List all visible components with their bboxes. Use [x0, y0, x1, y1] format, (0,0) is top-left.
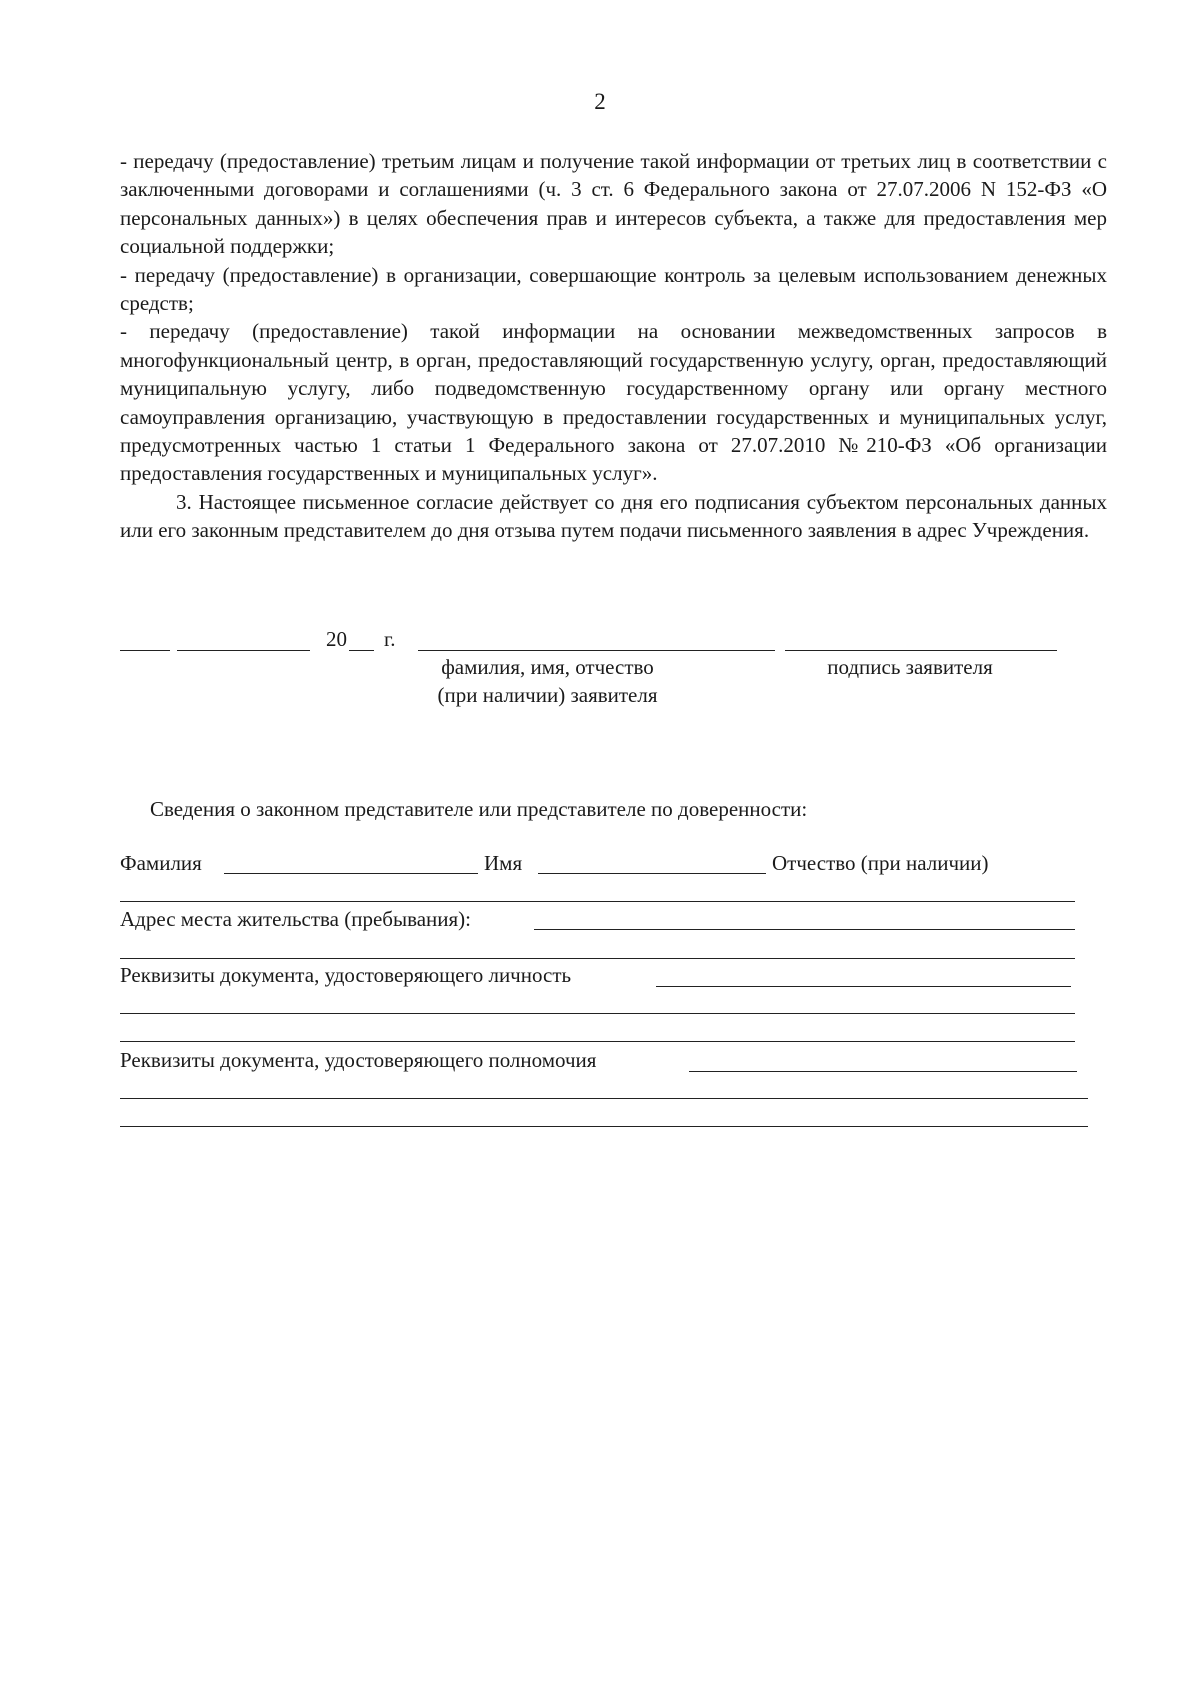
- date-year-blank[interactable]: [349, 650, 374, 651]
- year-prefix: 20: [326, 627, 347, 651]
- paragraph-third-parties: - передачу (предоставление) третьим лицам и получение такой информации от третьих лиц в соответствии с заключенными договорами и соглашениями (ч. 3 ст. 6 Федерального закона от 27.07.2006 N 152-ФЗ «О персональных данных») в целях обеспечения прав и интересов субъекта, а также для предоставления мер социальной поддержки;: [120, 149, 1107, 259]
- address-continuation-line[interactable]: [120, 958, 1075, 959]
- address-label: Адрес места жительства (пребывания):: [120, 907, 472, 931]
- paragraph-consent-validity: 3. Настоящее письменное согласие действует со дня его подписания субъектом персональных данных или его законным представителем до дня отзыва путем подачи письменного заявления в адрес Учреждения.: [120, 489, 1107, 543]
- name-field[interactable]: [538, 873, 766, 874]
- patronymic-continuation-line[interactable]: [120, 901, 1075, 902]
- paragraph-interagency-requests: - передачу (предоставление) такой информации на основании межведомственных запросов в многофункциональный центр, в орган, предоставляющий государственную услугу, орган, предоставляющий муниципальную услугу, либо подведомственную государственному органу или органу местного самоуправления организацию, участвующую в предоставлении государственных и муниципальных услуг, предусмотренных частью 1 статьи 1 Федерального закона от 27.07.2010 №210-ФЗ «Об организации предоставления государственных и муниципальных услуг».: [120, 319, 1107, 486]
- patronymic-label: Отчество (при наличии): [772, 851, 989, 875]
- identity-doc-label: Реквизиты документа, удостоверяющего личность: [120, 963, 572, 987]
- identity-doc-field[interactable]: [656, 986, 1071, 987]
- date-day-blank[interactable]: [120, 650, 170, 651]
- fio-caption-line1: фамилия, имя, отчество: [441, 655, 654, 679]
- surname-field[interactable]: [224, 873, 478, 874]
- fio-caption-line2: (при наличии) заявителя: [437, 683, 658, 707]
- authority-doc-line-3[interactable]: [120, 1126, 1088, 1127]
- representative-heading: Сведения о законном представителе или представителе по доверенности:: [150, 797, 808, 821]
- signature-caption: подпись заявителя: [827, 655, 993, 679]
- surname-label: Фамилия: [120, 851, 202, 875]
- paragraph-control-organizations: - передачу (предоставление) в организации, совершающие контроль за целевым использованием денежных средств;: [120, 262, 1107, 316]
- consent-body: [120, 147, 1107, 545]
- applicant-fio-blank[interactable]: [418, 650, 775, 651]
- year-suffix: г.: [384, 627, 396, 651]
- authority-doc-line-2[interactable]: [120, 1098, 1088, 1099]
- name-label: Имя: [484, 851, 523, 875]
- address-field[interactable]: [534, 929, 1075, 930]
- applicant-signature-blank[interactable]: [785, 650, 1057, 651]
- authority-doc-label: Реквизиты документа, удостоверяющего полномочия: [120, 1048, 597, 1072]
- page-number: 2: [594, 89, 606, 114]
- authority-doc-field[interactable]: [689, 1071, 1077, 1072]
- identity-doc-line-3[interactable]: [120, 1041, 1075, 1042]
- date-month-blank[interactable]: [177, 650, 310, 651]
- identity-doc-line-2[interactable]: [120, 1013, 1075, 1014]
